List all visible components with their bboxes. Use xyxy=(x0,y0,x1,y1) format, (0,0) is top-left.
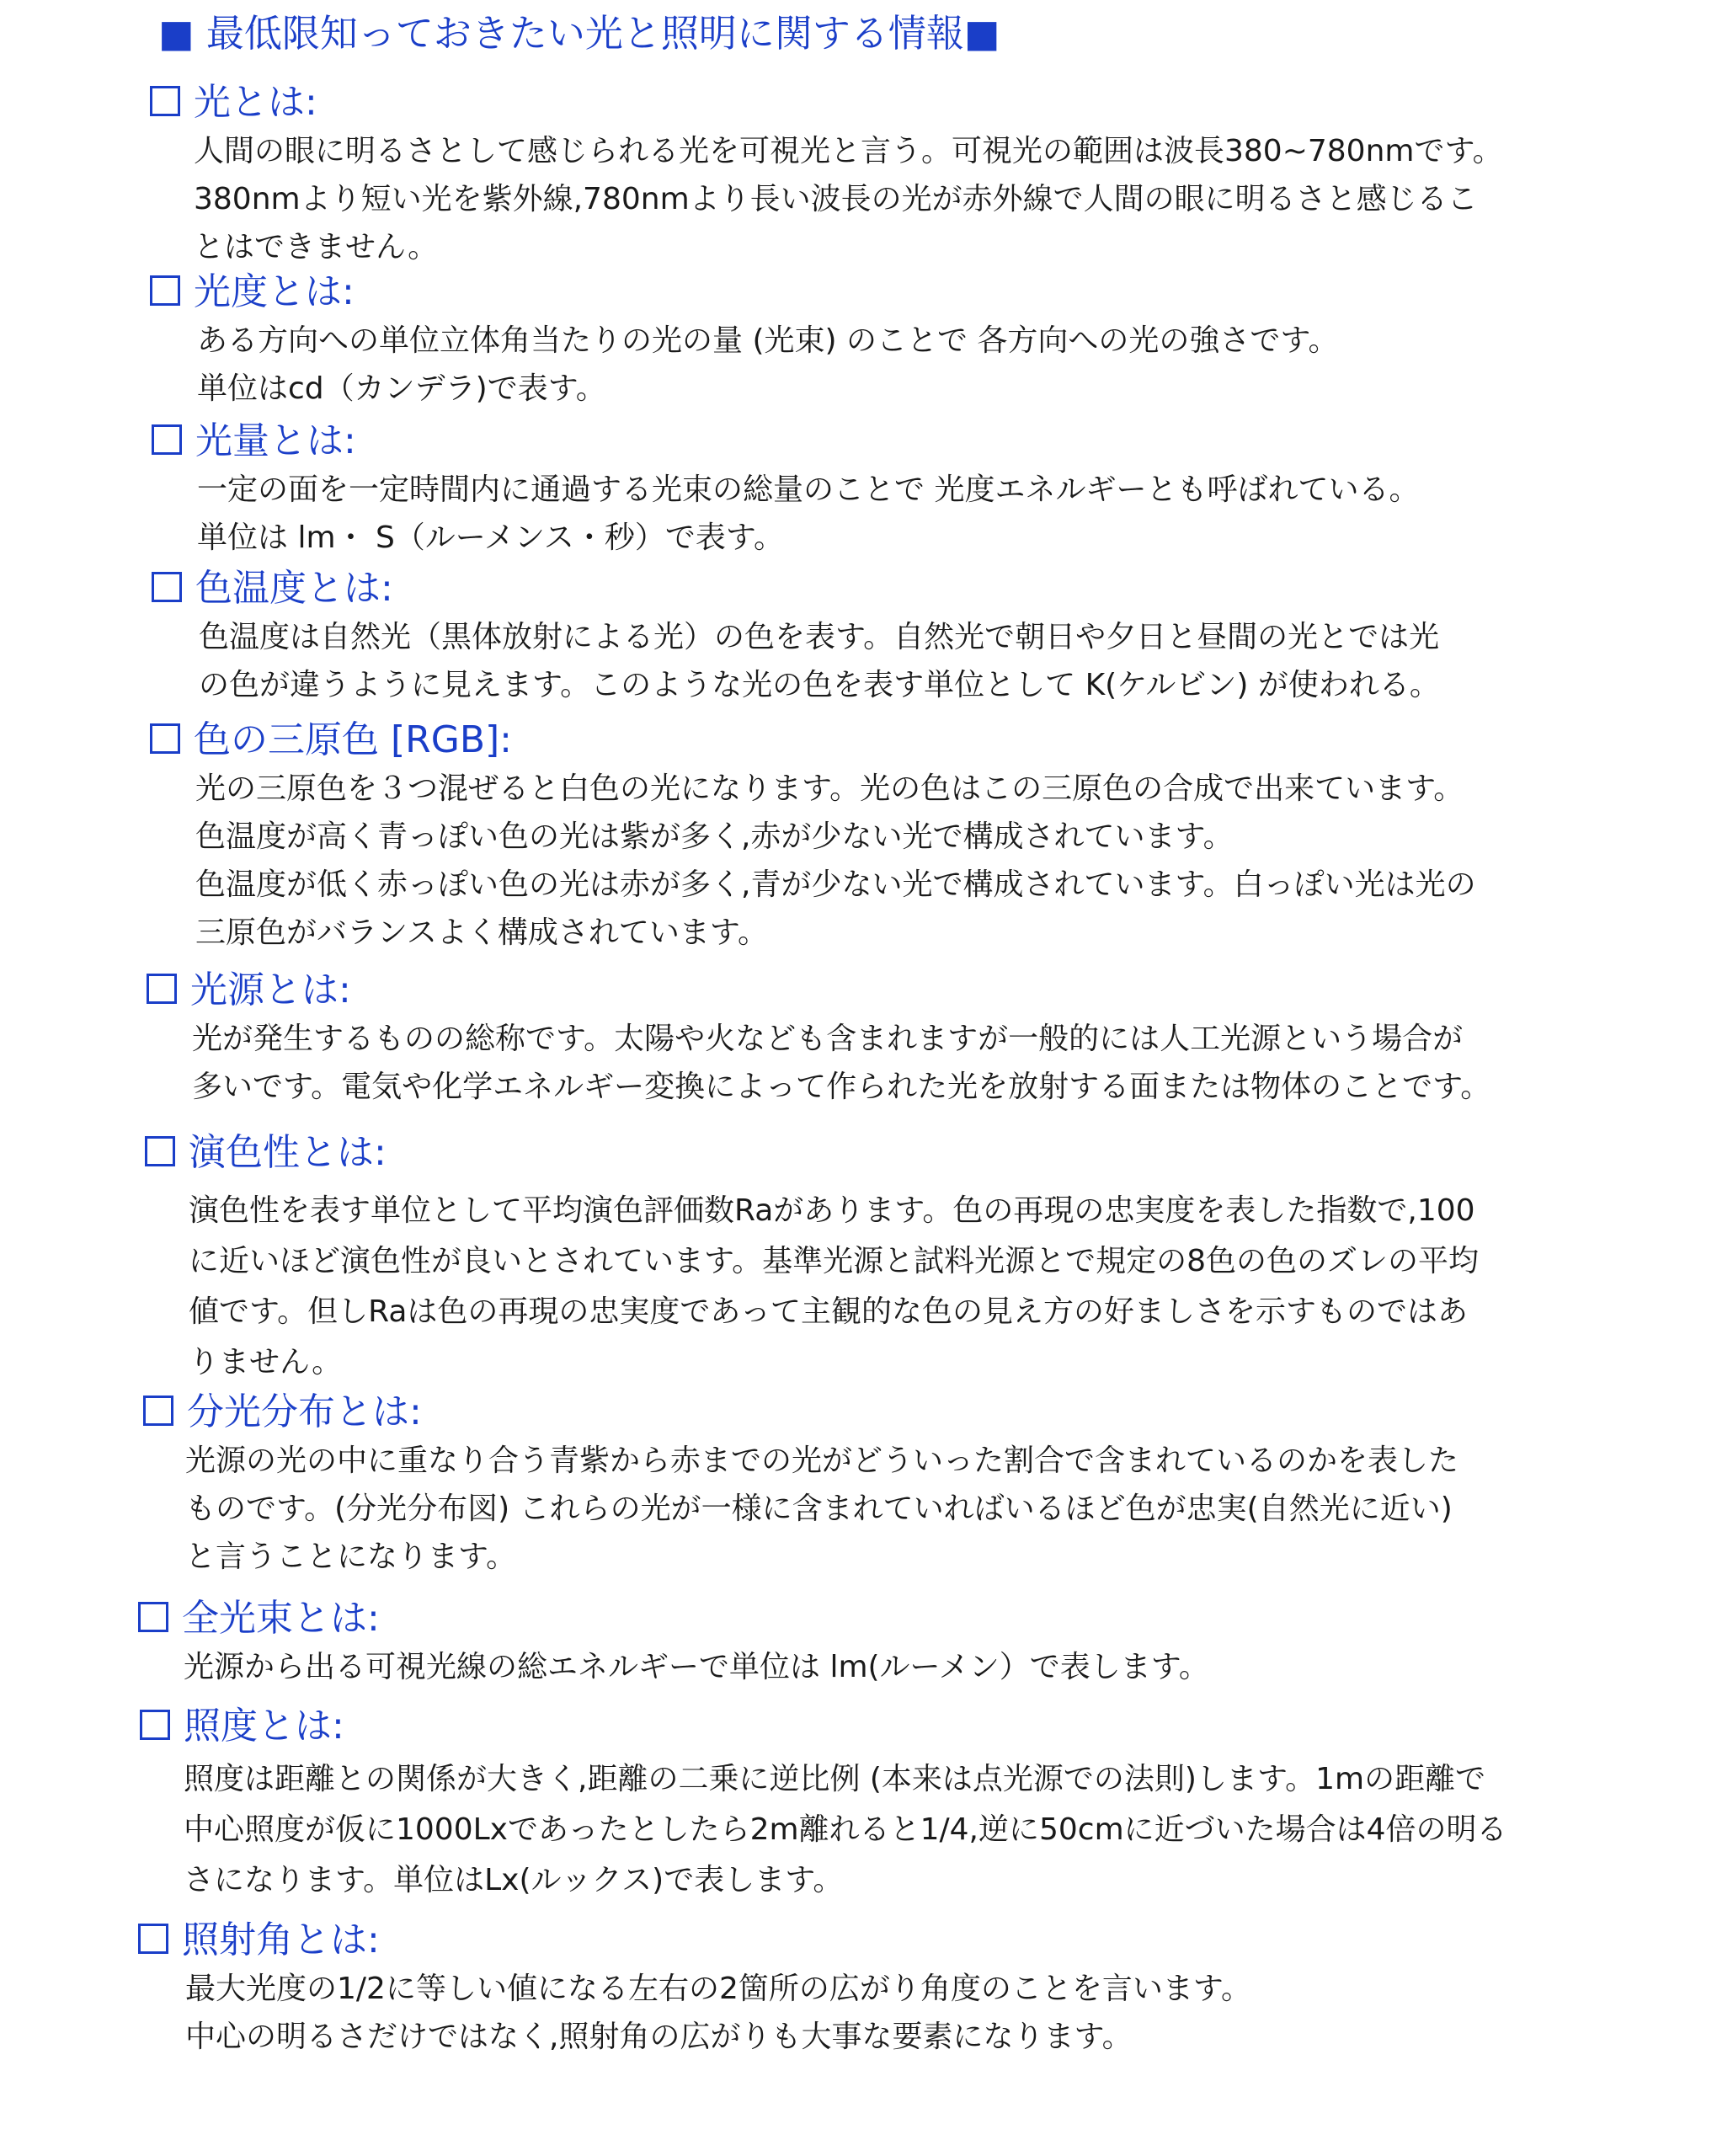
section-body xyxy=(145,1186,1661,1388)
section-heading-text: 分光分布とは: xyxy=(187,1390,422,1433)
body-line: 光源から出る可視光線の総エネルギーで単位は lm(ルーメン）で表します。 xyxy=(184,1650,1209,1684)
body-line: と言うことになります。 xyxy=(185,1540,517,1574)
body-line: 値です。但しRaは色の再現の忠実度であって主観的な色の見え方の好ましさを示すものではあ xyxy=(189,1294,1469,1329)
checkbox-square-icon xyxy=(152,424,182,455)
body-line: ある方向への単位立体角当たりの光の量 (光束) のことで 各方向への光の強さです。 xyxy=(197,323,1339,358)
body-line: 単位はcd（カンデラ)で表す。 xyxy=(197,371,606,406)
body-line: 光源の光の中に重なり合う青紫から赤までの光がどういった割合で含まれているのかを表した xyxy=(185,1444,1459,1478)
section-body xyxy=(140,1754,1656,1906)
section-heading xyxy=(138,1594,1654,1643)
section-heading-text: 演色性とは: xyxy=(189,1131,387,1174)
section-heading-text: 色温度とは: xyxy=(195,567,393,610)
section-heading xyxy=(140,1702,1656,1751)
section-heading xyxy=(145,1129,1661,1177)
section-three-primary-colors xyxy=(150,716,1666,957)
section-body xyxy=(138,1965,1654,2061)
body-line: 光が発生するものの総称です。太陽や火なども含まれますが一般的には人工光源という場合が xyxy=(192,1022,1464,1056)
body-line: 一定の面を一定時間内に通過する光束の総量のことで 光度エネルギーとも呼ばれている。 xyxy=(197,472,1420,507)
section-heading-text: 光量とは: xyxy=(195,419,356,462)
section-light-quantity xyxy=(152,417,1667,562)
section-heading xyxy=(150,78,1666,127)
body-line: 多いです。電気や化学エネルギー変換によって作られた光を放射する面または物体のことです。 xyxy=(192,1070,1491,1104)
body-line: 照度は距離との関係が大きく,距離の二乗に逆比例 (本来は点光源での法則)します。1mの距離で xyxy=(184,1762,1486,1796)
page-title: ■ 最低限知っておきたい光と照明に関する情報■ xyxy=(158,11,1000,56)
section-heading xyxy=(150,268,1666,317)
section-body xyxy=(150,317,1666,413)
section-total-luminous-flux xyxy=(138,1594,1654,1691)
section-color-temperature xyxy=(152,564,1667,709)
section-heading xyxy=(152,417,1667,466)
body-line: 光の三原色を３つ混ぜると白色の光になります。光の色はこの三原色の合成で出来ています。 xyxy=(195,771,1464,806)
section-body xyxy=(143,1437,1659,1581)
checkbox-square-icon xyxy=(147,974,177,1004)
body-line: 中心の明るさだけではなく,照射角の広がりも大事な要素になります。 xyxy=(185,2020,1133,2054)
checkbox-square-icon xyxy=(150,723,180,754)
body-line: 380nmより短い光を紫外線,780nmより長い波長の光が赤外線で人間の眼に明るさと感じるこ xyxy=(194,182,1478,216)
body-line: りません。 xyxy=(189,1345,343,1380)
checkbox-square-icon xyxy=(138,1602,168,1632)
section-heading xyxy=(150,716,1666,765)
body-line: 人間の眼に明るさとして感じられる光を可視光と言う。可視光の範囲は波長380~780nmです。 xyxy=(194,134,1503,168)
body-line: 単位は lm・ S（ルーメンス・秒）で表す。 xyxy=(197,520,785,555)
section-body xyxy=(152,466,1667,562)
checkbox-square-icon xyxy=(150,275,180,306)
body-line: とはできません。 xyxy=(194,230,439,264)
section-heading-text: 光とは: xyxy=(194,81,317,124)
section-spectral-distribution xyxy=(143,1388,1659,1581)
section-heading-text: 照射角とは: xyxy=(182,1919,380,1961)
body-line: 中心照度が仮に1000Lxであったとしたら2m離れると1/4,逆に50cmに近づいた場合は4倍の明る xyxy=(184,1812,1507,1847)
section-light xyxy=(150,78,1666,271)
body-line: に近いほど演色性が良いとされています。基準光源と試料光源とで規定の8色の色のズレの平均 xyxy=(189,1244,1480,1278)
section-luminous-intensity xyxy=(150,268,1666,413)
body-line: の色が違うように見えます。このような光の色を表す単位として K(ケルビン) が使われる。 xyxy=(199,668,1440,702)
section-body xyxy=(152,613,1667,709)
section-color-rendering xyxy=(145,1129,1661,1388)
section-heading-text: 色の三原色 [RGB]: xyxy=(194,718,512,761)
body-line: 最大光度の1/2に等しい値になる左右の2箇所の広がり角度のことを言います。 xyxy=(185,1972,1251,2006)
section-heading-text: 照度とは: xyxy=(184,1705,344,1748)
section-body xyxy=(147,1015,1662,1111)
section-heading xyxy=(143,1388,1659,1437)
section-body xyxy=(150,127,1666,271)
section-heading xyxy=(147,966,1662,1015)
body-line: 色温度が低く赤っぽい色の光は赤が多く,青が少ない光で構成されています。白っぽい光は光の xyxy=(195,867,1476,902)
body-line: 演色性を表す単位として平均演色評価数Raがあります。色の再現の忠実度を表した指数で,100 xyxy=(189,1193,1475,1228)
section-illuminance xyxy=(140,1702,1656,1906)
section-heading-text: 全光束とは: xyxy=(182,1597,380,1640)
checkbox-square-icon xyxy=(152,572,182,602)
body-line: さになります。単位はLx(ルックス)で表します。 xyxy=(184,1863,844,1897)
section-heading-text: 光度とは: xyxy=(194,270,355,313)
checkbox-square-icon xyxy=(145,1136,175,1166)
checkbox-square-icon xyxy=(150,86,180,116)
section-heading xyxy=(138,1916,1654,1965)
body-line: 色温度が高く青っぽい色の光は紫が多く,赤が少ない光で構成されています。 xyxy=(195,819,1234,854)
body-line: 三原色がバランスよく構成されています。 xyxy=(195,915,769,950)
checkbox-square-icon xyxy=(143,1396,173,1426)
body-line: 色温度は自然光（黒体放射による光）の色を表す。自然光で朝日や夕日と昼間の光とでは光 xyxy=(199,620,1440,654)
checkbox-square-icon xyxy=(140,1710,170,1740)
section-heading-text: 光源とは: xyxy=(190,969,351,1011)
section-heading xyxy=(152,564,1667,613)
section-body xyxy=(150,765,1666,957)
checkbox-square-icon xyxy=(138,1924,168,1954)
body-line: ものです。(分光分布図) これらの光が一様に含まれていればいるほど色が忠実(自然光に近い) xyxy=(185,1492,1453,1526)
section-body xyxy=(138,1643,1654,1691)
section-beam-angle xyxy=(138,1916,1654,2061)
section-light-source xyxy=(147,966,1662,1111)
